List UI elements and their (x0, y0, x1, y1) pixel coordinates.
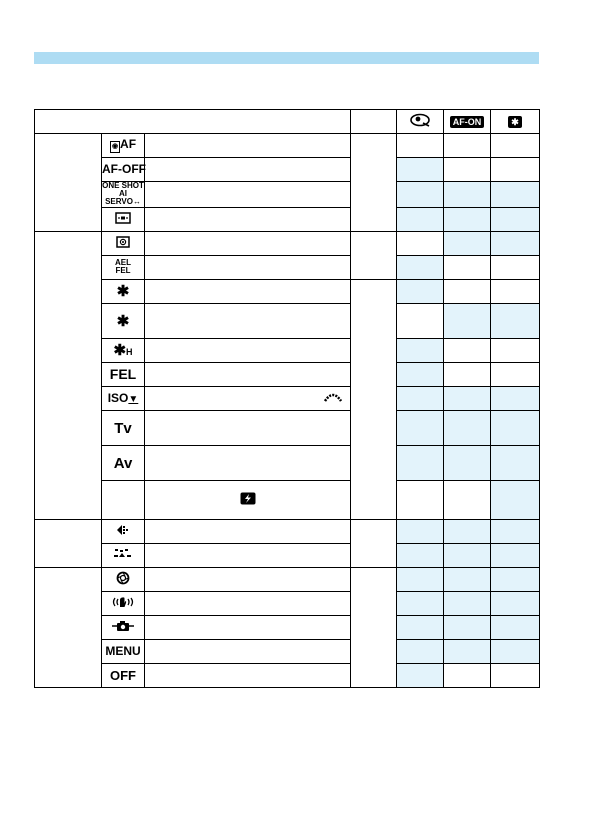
shutter-column-cell (351, 520, 397, 568)
table-row (35, 339, 540, 363)
table-row (35, 280, 540, 304)
af-off-icon: AF-OFF (102, 162, 146, 176)
main-dial-icon (324, 392, 342, 405)
shutter-column-cell (351, 232, 397, 280)
description-cell (145, 387, 351, 411)
section-header-bar (34, 52, 539, 64)
table-row (35, 387, 540, 411)
shutter-speed-tv-icon: Tv (114, 419, 132, 437)
table-row (35, 363, 540, 387)
col-header-star (491, 110, 540, 134)
group-cell-exposure (35, 232, 102, 520)
image-quality-icon (116, 527, 130, 539)
table-row (35, 134, 540, 158)
table-row (35, 158, 540, 182)
group-cell-flash (102, 481, 145, 520)
description-cell (145, 134, 351, 158)
fe-lock-icon: FEL (109, 366, 137, 382)
custom-controls-table (34, 109, 540, 688)
shutter-column-cell (351, 134, 397, 232)
group-cell-image (35, 520, 102, 568)
picture-style-icon (113, 551, 133, 563)
aperture-av-icon: Av (113, 454, 133, 472)
shutter-column-cell (351, 280, 397, 520)
table-row (35, 256, 540, 280)
af-on-button-icon: AF-ON (450, 116, 485, 128)
one-shot-ai-servo-icon: ONE SHOT AI SERVO↔ (102, 181, 144, 206)
table-row (35, 411, 540, 446)
ael-fel-icon: AEL FEL (102, 256, 145, 280)
image-stabilizer-icon (112, 599, 134, 611)
table-row (35, 592, 540, 616)
eye-af-icon (409, 118, 431, 130)
group-cell-operation (35, 568, 102, 688)
metering-af-icon-cell: ◉ AF (102, 134, 145, 158)
ae-lock-while-pressed-icon: ✱ (116, 312, 130, 330)
ae-lock-star-icon: ✱ (508, 116, 522, 128)
table-row (35, 232, 540, 256)
flash-function-icon (240, 496, 256, 508)
table-row (35, 208, 540, 232)
table-row (35, 544, 540, 568)
metering-af-icon: ◉ (110, 141, 120, 153)
iso-setting-icon: ISO▼ (102, 387, 145, 411)
metering-start-icon (116, 239, 130, 251)
depth-of-field-preview-icon (116, 576, 130, 588)
table-row (35, 304, 540, 339)
table-row (35, 182, 540, 208)
disabled-off-icon: OFF (110, 667, 136, 683)
table-row (35, 520, 540, 544)
group-cell-af (35, 134, 102, 232)
table-row (35, 446, 540, 481)
table-row (35, 664, 540, 688)
col-header-af-on (444, 110, 491, 134)
table-row (35, 568, 540, 592)
table-row (35, 481, 540, 520)
menu-display-icon: MENU (105, 644, 141, 658)
ae-lock-hold-icon: ✱H (102, 339, 145, 363)
shutter-column-cell (351, 568, 397, 688)
ae-lock-icon: ✱ (116, 283, 130, 300)
af-point-select-icon (115, 215, 131, 227)
live-view-shooting-icon (112, 623, 134, 635)
table-header-row (35, 110, 540, 134)
table-row (35, 640, 540, 664)
col-header-eye (397, 110, 444, 134)
table-row (35, 616, 540, 640)
